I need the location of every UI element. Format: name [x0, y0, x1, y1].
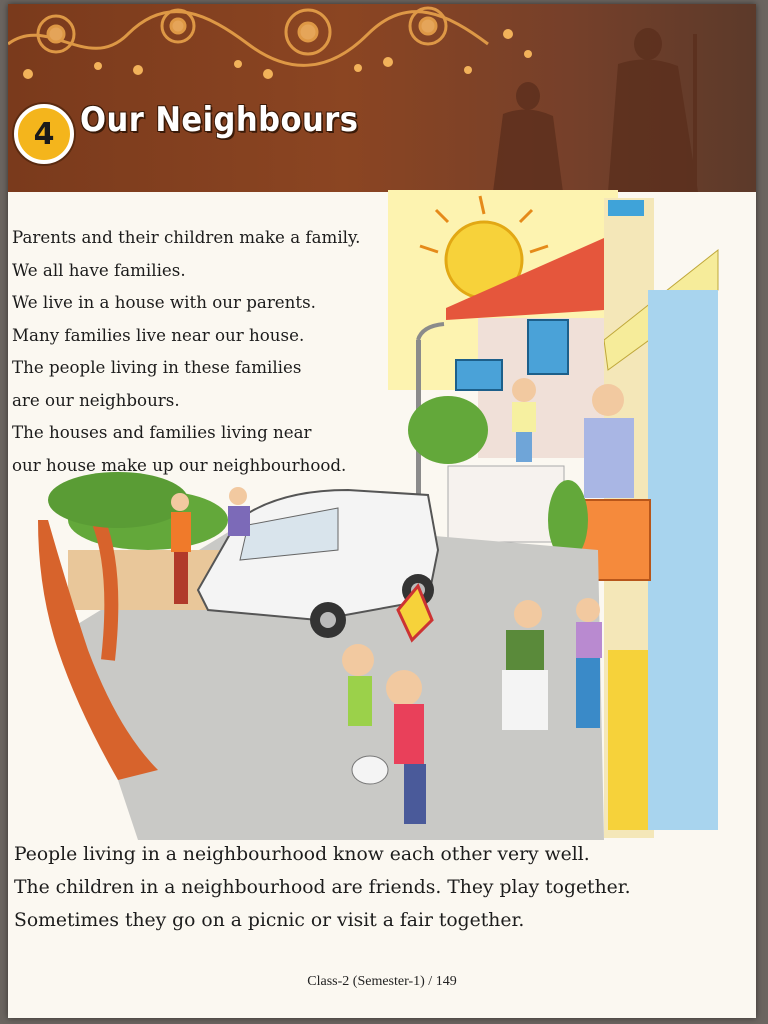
chapter-number-badge [14, 104, 74, 164]
banner-decoration [8, 4, 756, 192]
intro-line: Many families live near our house. [12, 325, 305, 346]
page-footer: Class-2 (Semester-1) / 149 [307, 974, 457, 989]
intro-line: The people living in these families [12, 358, 302, 378]
intro-line: We live in a house with our parents. [12, 293, 316, 313]
closing-line: People living in a neighbourhood know each other very well. [14, 843, 590, 865]
chapter-banner [8, 4, 756, 192]
closing-line: The children in a neighbourhood are friends. They play together. [14, 876, 631, 898]
chapter-number: 4 [33, 116, 55, 152]
closing-line: Sometimes they go on a picnic or visit a fair together. [14, 909, 525, 931]
intro-paragraph [12, 222, 412, 482]
intro-line: The houses and families living near [12, 423, 312, 443]
textbook-page [8, 4, 756, 1018]
intro-line: Parents and their children make a family. [12, 228, 361, 248]
intro-line: are our neighbours. [12, 390, 180, 411]
closing-paragraph [14, 838, 744, 937]
chapter-title: Our Neighbours [80, 100, 359, 140]
intro-line: our house make up our neighbourhood. [12, 455, 347, 476]
intro-line: We all have families. [12, 260, 186, 281]
